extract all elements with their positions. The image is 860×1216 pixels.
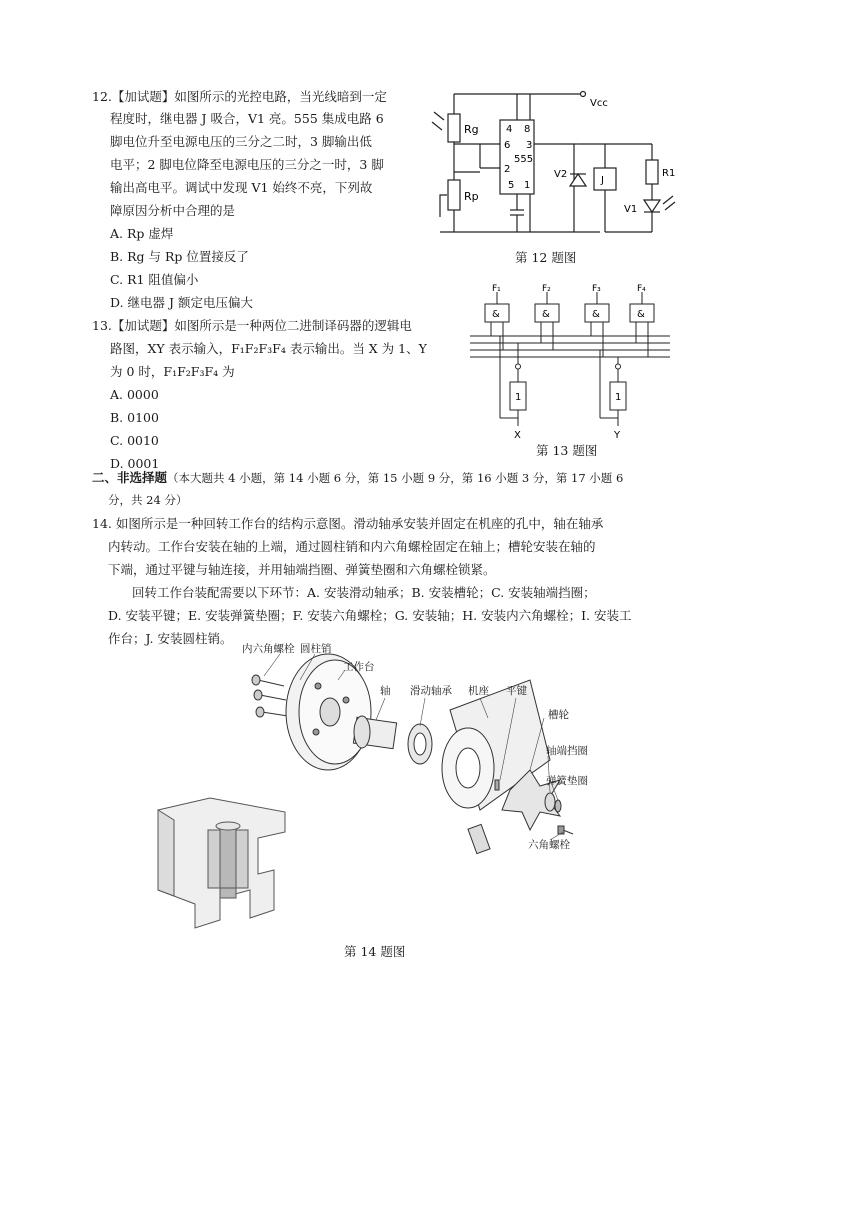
label-base: 机座 bbox=[468, 685, 489, 697]
r1-label: R1 bbox=[662, 168, 676, 179]
q12-caption: 第 12 题图 bbox=[515, 250, 577, 265]
q12-line-5: 输出高电平。调试中发现 V1 始终不亮，下列故 bbox=[110, 180, 373, 195]
q14-line-6: 作台；J. 安装圆柱销。 bbox=[108, 631, 233, 646]
and-gate-2: & bbox=[542, 309, 550, 320]
q14-line-1: 14. 如图所示是一种回转工作台的结构示意图。滑动轴承安装并固定在机座的孔中，轴在轴承 bbox=[92, 516, 604, 531]
label-sliding-bearing: 滑动轴承 bbox=[410, 685, 452, 697]
q14-line-3: 下端，通过平键与轴连接，并用轴端挡圈、弹簧垫圈和六角螺栓锁紧。 bbox=[108, 562, 496, 577]
q13-logic-diagram bbox=[470, 282, 685, 442]
section2-note-1: （本大题共 4 小题，第 14 小题 6 分，第 15 小题 9 分，第 16 小题 3 分，第 17 小题 6 bbox=[167, 471, 624, 485]
q13-line-2: 路图，XY 表示输入，F₁F₂F₃F₄ 表示输出。当 X 为 1、Y bbox=[110, 341, 427, 356]
label-work-table: 工作台 bbox=[343, 661, 375, 673]
label-shaft: 轴 bbox=[380, 685, 391, 697]
section2-heading: 二、非选择题 bbox=[92, 470, 168, 485]
q14-line-2: 内转动。工作台安装在轴的上端，通过圆柱销和内六角螺栓固定在轴上；槽轮安装在轴的 bbox=[108, 539, 596, 554]
label-hex-socket-bolt: 内六角螺栓 bbox=[242, 643, 295, 655]
not-gate-y: 1 bbox=[615, 392, 622, 403]
pin5-label: 5 bbox=[508, 180, 515, 191]
q14-caption: 第 14 题图 bbox=[344, 944, 406, 959]
x-input-label: X bbox=[514, 430, 521, 441]
pin2-label: 2 bbox=[504, 164, 511, 175]
q12-option-b: B. Rg 与 Rp 位置接反了 bbox=[110, 249, 249, 264]
q12-line-1: 12.【加试题】如图所示的光控电路，当光线暗到一定 bbox=[92, 89, 387, 104]
chip-label: 555 bbox=[514, 154, 534, 165]
pin6-label: 6 bbox=[504, 140, 511, 151]
f2-label: F₂ bbox=[542, 284, 551, 294]
label-shaft-retainer: 轴端挡圈 bbox=[546, 745, 588, 757]
section2-note-2: 分，共 24 分） bbox=[108, 493, 188, 507]
v2-label: V2 bbox=[554, 169, 568, 180]
y-input-label: Y bbox=[614, 430, 621, 441]
q12-line-4: 电平；2 脚电位降至电源电压的三分之一时，3 脚 bbox=[110, 157, 384, 172]
q12-option-c: C. R1 阻值偏小 bbox=[110, 272, 199, 287]
hex-socket-bolts bbox=[252, 675, 288, 717]
q12-option-d: D. 继电器 J 额定电压偏大 bbox=[110, 295, 253, 310]
pin3-label: 3 bbox=[526, 140, 533, 151]
q13-option-d: D. 0001 bbox=[110, 456, 160, 471]
v1-label: V1 bbox=[624, 204, 638, 215]
and-gate-3: & bbox=[592, 309, 600, 320]
pin8-label: 8 bbox=[524, 124, 531, 135]
pin1-label: 1 bbox=[524, 180, 531, 191]
assembled-cutaway-view bbox=[150, 790, 300, 938]
label-flat-key: 平键 bbox=[506, 685, 527, 697]
f4-label: F₄ bbox=[637, 284, 646, 294]
and-gate-1: & bbox=[492, 309, 500, 320]
q13-line-1: 13.【加试题】如图所示是一种两位二进制译码器的逻辑电 bbox=[92, 318, 412, 333]
q12-line-2: 程度时，继电器 J 吸合，V1 亮。555 集成电路 6 bbox=[110, 111, 384, 126]
q13-line-3: 为 0 时，F₁F₂F₃F₄ 为 bbox=[110, 364, 235, 379]
label-slotted-wheel: 槽轮 bbox=[548, 709, 569, 721]
q13-option-c: C. 0010 bbox=[110, 433, 159, 448]
label-cylindrical-pin: 圆柱销 bbox=[300, 643, 332, 655]
q14-line-5: D. 安装平键；E. 安装弹簧垫圈；F. 安装六角螺栓；G. 安装轴；H. 安装内六角螺栓；I. 安装工 bbox=[108, 608, 632, 623]
f3-label: F₃ bbox=[592, 284, 601, 294]
q14-line-4: 回转工作台装配需要以下环节：A. 安装滑动轴承；B. 安装槽轮；C. 安装轴端挡圈； bbox=[132, 585, 596, 600]
label-hex-bolt: 六角螺栓 bbox=[528, 839, 570, 851]
q13-option-b: B. 0100 bbox=[110, 410, 159, 425]
not-gate-x: 1 bbox=[515, 392, 522, 403]
vcc-label: Vcc bbox=[590, 98, 608, 109]
q12-line-3: 脚电位升至电源电压的三分之二时，3 脚输出低 bbox=[110, 134, 372, 149]
q13-caption: 第 13 题图 bbox=[536, 443, 598, 458]
section2-header bbox=[92, 472, 623, 485]
q13-option-a: A. 0000 bbox=[110, 387, 159, 402]
label-spring-washer: 弹簧垫圈 bbox=[546, 775, 588, 787]
pin4-label: 4 bbox=[506, 124, 513, 135]
q12-circuit-diagram bbox=[420, 82, 690, 244]
q12-option-a: A. Rp 虚焊 bbox=[110, 226, 174, 241]
q12-line-6: 障原因分析中合理的是 bbox=[110, 203, 236, 218]
relay-j-label: J bbox=[601, 175, 604, 186]
f1-label: F₁ bbox=[492, 284, 501, 294]
rg-label: Rg bbox=[464, 123, 479, 136]
rp-label: Rp bbox=[464, 190, 479, 203]
and-gate-4: & bbox=[637, 309, 645, 320]
